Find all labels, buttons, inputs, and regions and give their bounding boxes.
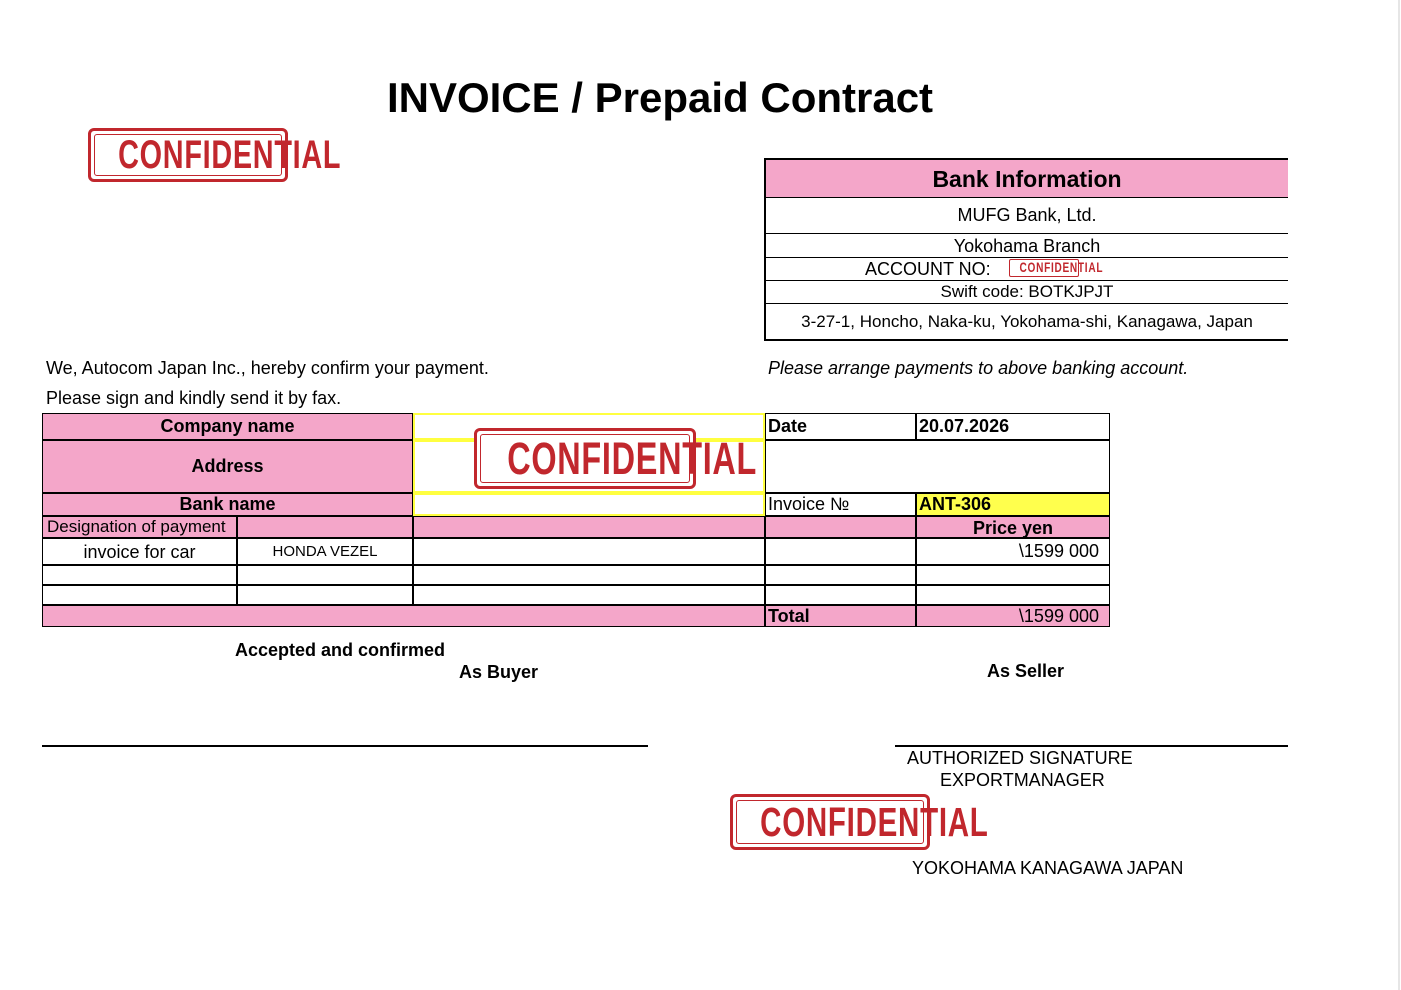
confidential-stamp-account: CONFIDENTIAL	[1009, 259, 1079, 277]
confidential-stamp-middle: CONFIDENTIAL	[474, 428, 696, 489]
bank-name-value	[413, 493, 765, 516]
invoice-label: Invoice №	[765, 493, 916, 516]
confidential-stamp-top	[88, 128, 342, 182]
buyer-signature-line	[42, 745, 648, 747]
address-label: Address	[42, 440, 413, 493]
intro-line-1: We, Autocom Japan Inc., hereby confirm your payment.	[46, 358, 489, 378]
intro-line-2: Please sign and kindly send it by fax.	[46, 388, 342, 408]
page-edge	[1398, 0, 1400, 990]
item-blank-1	[413, 538, 765, 565]
bank-swift: Swift code: BOTKJPJT	[766, 281, 1288, 304]
item-blank-2	[765, 538, 916, 565]
total-value: \1599 000	[916, 605, 1110, 627]
designation-label: Designation of payment	[42, 516, 237, 538]
export-manager: EXPORTMANAGER	[940, 770, 1105, 790]
bank-name-label: Bank name	[42, 493, 413, 516]
bank-name: MUFG Bank, Ltd.	[766, 198, 1288, 234]
table-row-empty	[42, 565, 237, 585]
accepted-confirmed: Accepted and confirmed	[235, 640, 446, 660]
table-row-empty	[237, 565, 413, 585]
date-value: 20.07.2026	[916, 413, 1110, 440]
seller-location: YOKOHAMA KANAGAWA JAPAN	[912, 858, 1184, 878]
payment-note: Please arrange payments to above banking account.	[768, 358, 1189, 378]
table-row-empty	[413, 565, 765, 585]
invoice-value: ANT-306	[916, 493, 1110, 516]
date-label: Date	[765, 413, 916, 440]
seller-signature-line	[895, 745, 1288, 747]
table-row-empty	[916, 565, 1110, 585]
bank-heading: Bank Information	[766, 160, 1288, 198]
company-label: Company name	[42, 413, 413, 440]
bank-information-box	[764, 158, 1288, 341]
item-model: HONDA VEZEL	[237, 538, 413, 565]
designation-blank-3	[765, 516, 916, 538]
price-label: Price yen	[916, 516, 1110, 538]
bank-address: 3-27-1, Honcho, Naka-ku, Yokohama-shi, Kanagawa, Japan	[801, 312, 1253, 331]
table-row-empty	[42, 585, 237, 605]
table-row-empty	[765, 565, 916, 585]
table-row-empty	[765, 585, 916, 605]
confidential-stamp-text: CONFIDENTIAL	[118, 133, 342, 177]
as-seller: As Seller	[987, 661, 1065, 681]
bank-branch: Yokohama Branch	[766, 234, 1288, 258]
table-row-empty	[237, 585, 413, 605]
table-row-empty	[413, 585, 765, 605]
as-buyer: As Buyer	[459, 662, 539, 682]
bank-account-label: ACCOUNT NO:	[865, 259, 991, 279]
total-label: Total	[765, 605, 916, 627]
authorized-signature: AUTHORIZED SIGNATURE	[907, 748, 1133, 768]
confidential-stamp-bottom: CONFIDENTIAL	[730, 794, 930, 850]
item-price: \1599 000	[916, 538, 1110, 565]
table-row-empty	[916, 585, 1110, 605]
designation-blank-2	[413, 516, 765, 538]
page-title: INVOICE / Prepaid Contract	[386, 74, 934, 121]
total-row-blank	[42, 605, 765, 627]
item-description: invoice for car	[42, 538, 237, 565]
bank-account-row	[766, 258, 1288, 281]
designation-blank-1	[237, 516, 413, 538]
address-right-blank	[765, 440, 1110, 493]
